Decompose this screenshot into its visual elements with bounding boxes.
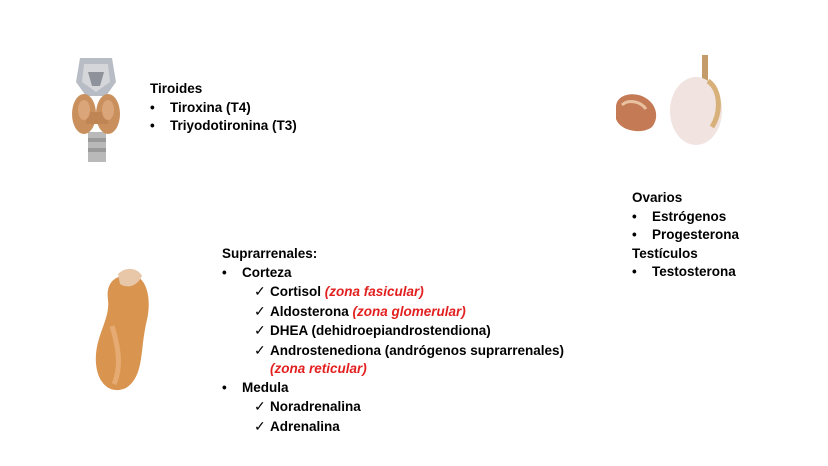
ovaries-title: Ovarios xyxy=(632,190,683,205)
list-item xyxy=(632,226,739,245)
hormone-label: Noradrenalina xyxy=(270,399,361,414)
thyroid-title: Tiroides xyxy=(150,81,203,96)
list-item xyxy=(222,417,564,437)
check-icon: ✓ xyxy=(254,283,266,299)
bullet: • xyxy=(150,118,155,133)
hormone-label: Tiroxina (T4) xyxy=(170,99,251,115)
adrenal-gland-illustration xyxy=(92,266,158,394)
zone-label: (zona reticular) xyxy=(270,361,367,376)
check-icon: ✓ xyxy=(254,417,266,434)
list-item xyxy=(632,263,739,282)
bullet: • xyxy=(632,264,637,279)
bullet: • xyxy=(632,208,637,224)
list-item xyxy=(222,264,564,283)
hormone-label: DHEA (dehidroepiandrostendiona) xyxy=(270,323,491,338)
check-icon: ✓ xyxy=(254,341,266,358)
testes-title: Testículos xyxy=(632,245,698,261)
list-item xyxy=(222,360,564,379)
hormone-label: Progesterona xyxy=(652,227,740,242)
zone-label: (zona glomerular) xyxy=(352,303,466,319)
check-icon: ✓ xyxy=(254,302,266,319)
hormone-label: Cortisol xyxy=(270,284,322,299)
list-item xyxy=(222,397,564,417)
list-item xyxy=(222,341,564,361)
testis-illustration xyxy=(612,55,724,147)
list-item xyxy=(222,379,564,398)
list-item xyxy=(150,99,297,118)
bullet: • xyxy=(150,99,155,115)
list-item xyxy=(222,302,564,322)
zone-label: (zona fasicular) xyxy=(324,284,424,299)
adrenal-title: Suprarrenales: xyxy=(222,246,318,261)
thyroid-illustration xyxy=(66,52,126,164)
check-icon: ✓ xyxy=(254,322,266,338)
hormone-label: Testosterona xyxy=(652,264,736,279)
hormone-label: Triyodotironina (T3) xyxy=(170,118,297,133)
list-item xyxy=(222,321,564,341)
hormone-label: Androstenediona (andrógenos suprarrenales) xyxy=(270,342,565,358)
medulla-label: Medula xyxy=(242,379,289,395)
cortex-label: Corteza xyxy=(242,264,292,280)
adrenal-block xyxy=(222,245,564,436)
hormone-label: Estrógenos xyxy=(652,208,727,224)
check-icon: ✓ xyxy=(254,398,266,414)
list-item xyxy=(150,117,297,136)
bullet: • xyxy=(222,379,227,395)
bullet: • xyxy=(632,227,637,242)
list-item xyxy=(632,208,739,227)
list-item xyxy=(222,282,564,302)
bullet: • xyxy=(222,264,227,280)
hormone-label: Adrenalina xyxy=(270,418,340,434)
hormone-label: Aldosterona xyxy=(270,303,349,319)
thyroid-block xyxy=(150,80,297,136)
gonads-block xyxy=(632,189,739,282)
